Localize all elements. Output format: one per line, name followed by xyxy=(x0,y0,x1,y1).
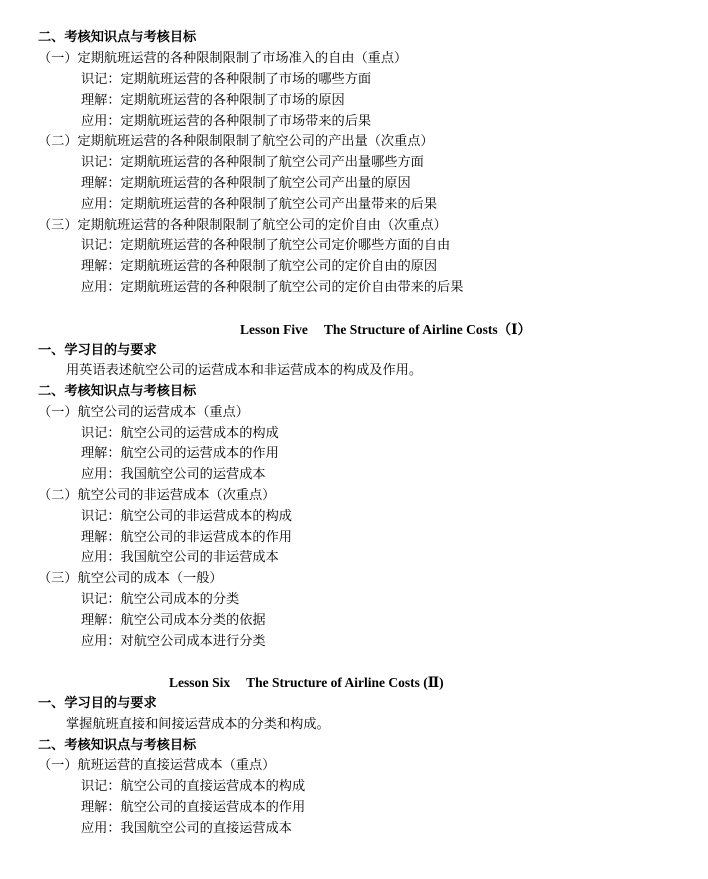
point-apply: 应用：定期航班运营的各种限制了航空公司产出量带来的后果 xyxy=(81,197,438,212)
group-title: （一）航空公司的运营成本（重点） xyxy=(38,405,249,420)
group-title: （二）定期航班运营的各种限制限制了航空公司的产出量（次重点） xyxy=(38,134,434,149)
objectives-text: 用英语表述航空公司的运营成本和非运营成本的构成及作用。 xyxy=(66,363,423,378)
lesson-label: Lesson Six xyxy=(169,675,231,690)
point-apply: 应用：定期航班运营的各种限制了市场带来的后果 xyxy=(81,114,372,129)
knowledge-heading: 二、考核知识点与考核目标 xyxy=(38,384,197,399)
point-memorize: 识记：航空公司成本的分类 xyxy=(81,592,240,607)
lesson-label: Lesson Five xyxy=(240,322,308,337)
point-apply: 应用：我国航空公司的运营成本 xyxy=(81,467,266,482)
group-title: （三）定期航班运营的各种限制限制了航空公司的定价自由（次重点） xyxy=(38,218,447,233)
point-memorize: 识记：航空公司的非运营成本的构成 xyxy=(81,509,292,524)
point-memorize: 识记：航空公司的运营成本的构成 xyxy=(81,426,279,441)
point-memorize: 识记：航空公司的直接运营成本的构成 xyxy=(81,779,306,794)
point-memorize: 识记：定期航班运营的各种限制了航空公司产出量哪些方面 xyxy=(81,155,424,170)
knowledge-heading: 二、考核知识点与考核目标 xyxy=(38,738,197,753)
point-apply: 应用：我国航空公司的直接运营成本 xyxy=(81,821,292,836)
lesson-topic: The Structure of Airline Costs (Ⅱ) xyxy=(246,675,444,690)
objectives-text: 掌握航班直接和间接运营成本的分类和构成。 xyxy=(66,717,330,732)
point-understand: 理解：航空公司成本分类的依据 xyxy=(81,613,266,628)
point-understand: 理解：航空公司的直接运营成本的作用 xyxy=(81,800,306,815)
lesson-five-title xyxy=(240,321,531,339)
objectives-heading: 一、学习目的与要求 xyxy=(38,696,157,711)
point-understand: 理解：定期航班运营的各种限制了航空公司的定价自由的原因 xyxy=(81,259,438,274)
section-heading: 二、考核知识点与考核目标 xyxy=(38,30,197,45)
lesson-six-title xyxy=(169,674,444,692)
group-title: （二）航空公司的非运营成本（次重点） xyxy=(38,488,276,503)
point-apply: 应用：我国航空公司的非运营成本 xyxy=(81,550,279,565)
point-understand: 理解：定期航班运营的各种限制了航空公司产出量的原因 xyxy=(81,176,411,191)
point-apply: 应用：定期航班运营的各种限制了航空公司的定价自由带来的后果 xyxy=(81,280,464,295)
point-understand: 理解：定期航班运营的各种限制了市场的原因 xyxy=(81,93,345,108)
point-memorize: 识记：定期航班运营的各种限制了航空公司定价哪些方面的自由 xyxy=(81,238,451,253)
objectives-heading: 一、学习目的与要求 xyxy=(38,343,157,358)
point-apply: 应用：对航空公司成本进行分类 xyxy=(81,634,266,649)
group-title: （三）航空公司的成本（一般） xyxy=(38,571,223,586)
group-title: （一）定期航班运营的各种限制限制了市场准入的自由（重点） xyxy=(38,51,408,66)
lesson-topic: The Structure of Airline Costs（Ⅰ） xyxy=(323,322,531,337)
point-memorize: 识记：定期航班运营的各种限制了市场的哪些方面 xyxy=(81,72,372,87)
group-title: （一）航班运营的直接运营成本（重点） xyxy=(38,758,276,773)
point-understand: 理解：航空公司的运营成本的作用 xyxy=(81,446,279,461)
point-understand: 理解：航空公司的非运营成本的作用 xyxy=(81,530,292,545)
